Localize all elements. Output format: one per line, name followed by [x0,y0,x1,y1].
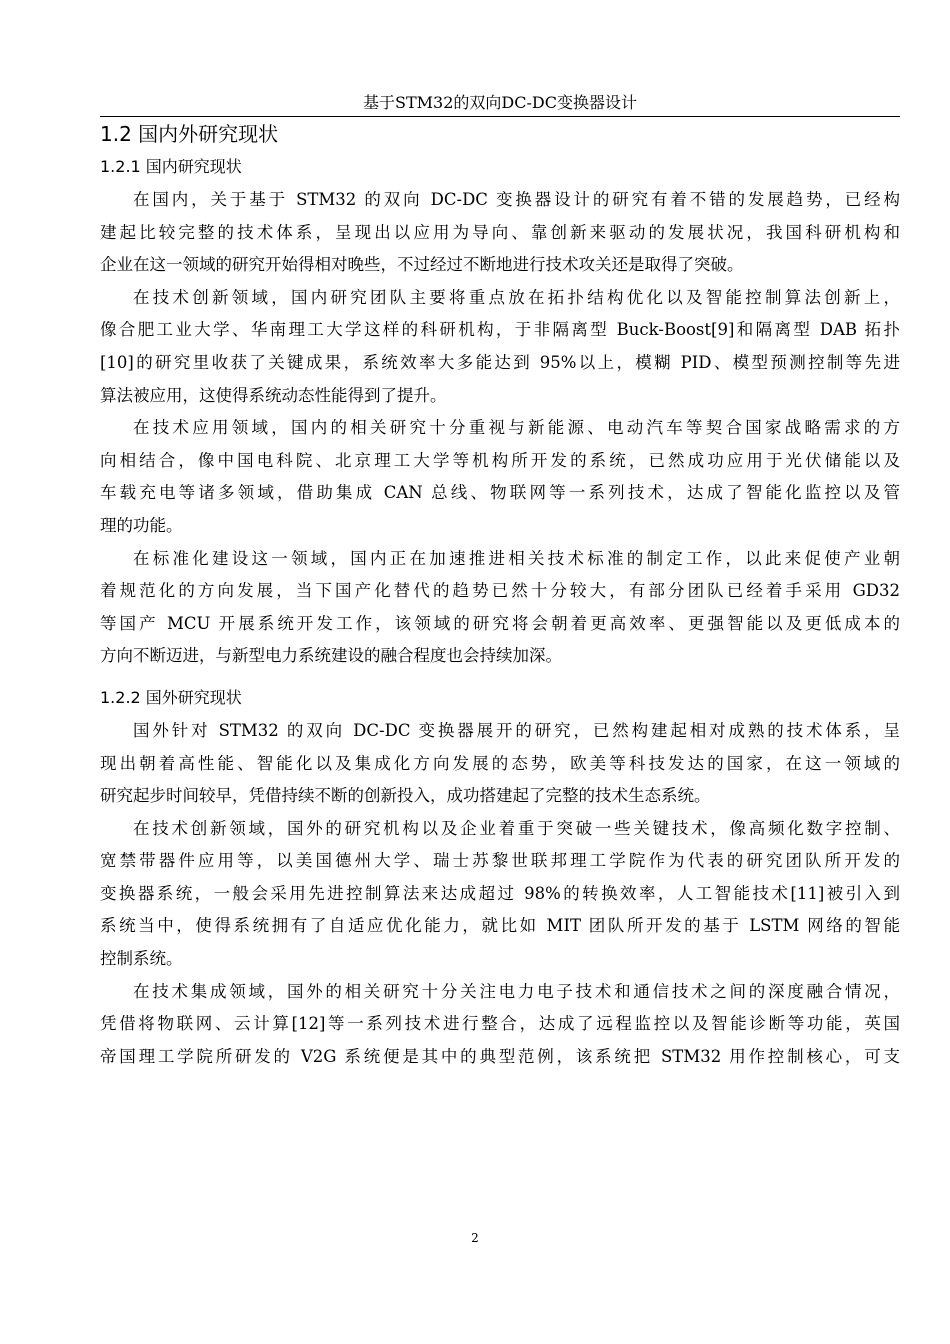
running-header: 基于STM32的双向DC-DC变换器设计 [100,90,900,117]
paragraph-line: 向相结合，像中国电科院、北京理工大学等机构所开发的系统，已然成功应用于光伏储能以及 [100,450,900,470]
paragraph-line: 在国内，关于基于 STM32 的双向 DC-DC 变换器设计的研究有着不错的发展趋势，已经构 [133,190,900,209]
paragraph-line: 控制系统。 [100,949,183,969]
paragraph [100,715,900,813]
paragraph [100,282,900,412]
paragraph-line: 帝国理工学院所研发的 V2G 系统便是其中的典型范例，该系统把 STM32 用作控制核心，可支 [100,1046,900,1066]
paragraph [100,543,900,673]
paragraph [100,813,900,976]
paragraph-line: 变换器系统，一般会采用先进控制算法来达成超过 98%的转换效率，人工智能技术[11]被引入到 [100,883,900,903]
paragraph-line: 国外针对 STM32 的双向 DC-DC 变换器展开的研究，已然构建起相对成熟的技术体系，呈 [133,720,900,740]
paragraph-line: 方向不断迈进，与新型电力系统建设的融合程度也会持续加深。 [100,646,562,666]
paragraph-line: 企业在这一领域的研究开始得相对晚些，不过经过不断地进行技术攻关还是取得了突破。 [100,255,744,275]
paragraph-line: 凭借将物联网、云计算[12]等一系列技术进行整合，达成了远程监控以及智能诊断等功能，英国 [100,1014,900,1034]
paragraph-line: 在标准化建设这一领域，国内正在加速推进相关技术标准的制定工作，以此来促使产业朝 [133,548,900,568]
paragraph-line: 宽禁带器件应用等，以美国德州大学、瑞士苏黎世联邦理工学院作为代表的研究团队所开发的 [100,851,900,871]
paragraph-line: 像合肥工业大学、华南理工大学这样的科研机构，于非隔离型 Buck-Boost[9]和隔离型 DAB 拓扑 [100,320,900,340]
paragraph-line: 在技术应用领域，国内的相关研究十分重视与新能源、电动汽车等契合国家战略需求的方 [133,418,900,438]
paragraph-line: 等国产 MCU 开展系统开发工作，该领域的研究将会朝着更高效率、更强智能以及更低成本的 [100,613,900,633]
paragraph-line: 着规范化的方向发展，当下国产化替代的趋势已然十分较大，有部分团队已经着手采用 GD32 [100,581,900,601]
paragraph-line: 现出朝着高性能、智能化以及集成化方向发展的态势，欧美等科技发达的国家，在这一领域的 [100,753,900,773]
paragraph [100,184,900,282]
subsection-heading-foreign: 1.2.2 国外研究现状 [100,687,242,707]
paragraph-line: [10]的研究里收获了关键成果，系统效率大多能达到 95%以上，模糊 PID、模型预测控制等先进 [100,352,900,372]
subsection-heading-domestic: 1.2.1 国内研究现状 [100,157,242,176]
paragraph-line: 在技术创新领域，国内研究团队主要将重点放在拓扑结构优化以及智能控制算法创新上， [133,287,900,307]
paragraph-line: 系统当中，使得系统拥有了自适应优化能力，就比如 MIT 团队所开发的基于 LSTM 网络的智能 [100,916,900,936]
page-body [100,118,900,1073]
page-number: 2 [471,1231,479,1245]
paragraph [100,976,900,1074]
section-heading: 1.2 国内外研究现状 [100,122,279,146]
paragraph-line: 在技术创新领域，国外的研究机构以及企业着重于突破一些关键技术，像高频化数字控制、 [133,818,900,838]
paragraph-line: 在技术集成领域，国外的相关研究十分关注电力电子技术和通信技术之间的深度融合情况， [133,981,900,1001]
paragraph-line: 建起比较完整的技术体系，呈现出以应用为导向、靠创新来驱动的发展状况，我国科研机构和 [100,222,900,242]
paragraph-line: 研究起步时间较早，凭借持续不断的创新投入，成功搭建起了完整的技术生态系统。 [100,786,711,806]
paragraph-line: 车载充电等诸多领域，借助集成 CAN 总线、物联网等一系列技术，达成了智能化监控以及管 [100,483,900,503]
paragraph-line: 理的功能。 [100,515,183,535]
paragraph-line: 算法被应用，这使得系统动态性能得到了提升。 [100,385,447,405]
paragraph [100,412,900,542]
